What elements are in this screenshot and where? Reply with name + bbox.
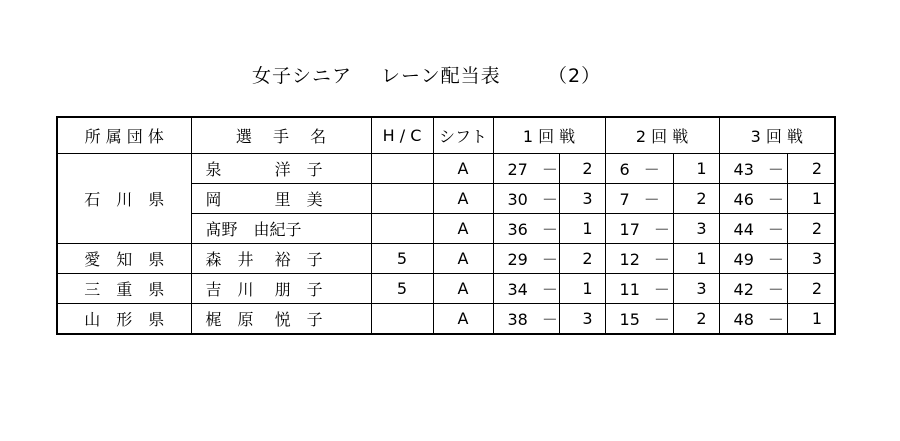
- game2-position: 3: [673, 214, 719, 244]
- header-shift: シフト: [433, 117, 493, 154]
- lane-assignment-table: [56, 116, 836, 335]
- game1-lane: 36 －: [493, 214, 559, 244]
- game1-position: 1: [559, 274, 605, 304]
- game1-lane: 29 －: [493, 244, 559, 274]
- game2-lane: 7 －: [605, 184, 673, 214]
- header-game-1: 1 回 戦: [493, 117, 605, 154]
- game3-lane: 44 －: [719, 214, 787, 244]
- shift-value: A: [433, 154, 493, 184]
- shift-value: A: [433, 184, 493, 214]
- game3-lane: 48 －: [719, 304, 787, 335]
- header-player: 選 手 名: [191, 117, 371, 154]
- page-title: [0, 62, 900, 90]
- game3-lane: 43 －: [719, 154, 787, 184]
- game3-lane: 46 －: [719, 184, 787, 214]
- hc-value: [371, 184, 433, 214]
- title-part-number: （2）: [548, 65, 602, 87]
- player-name: 吉 川 朋 子: [191, 274, 371, 304]
- game2-lane: 12 －: [605, 244, 673, 274]
- game1-position: 1: [559, 214, 605, 244]
- header-hc: H / C: [371, 117, 433, 154]
- shift-value: A: [433, 214, 493, 244]
- table-row: [57, 304, 835, 335]
- game2-lane: 11 －: [605, 274, 673, 304]
- game3-lane: 49 －: [719, 244, 787, 274]
- game1-lane: 27 －: [493, 154, 559, 184]
- game3-position: 2: [787, 274, 835, 304]
- game1-lane: 30 －: [493, 184, 559, 214]
- game1-position: 3: [559, 304, 605, 335]
- game2-position: 1: [673, 154, 719, 184]
- game2-position: 2: [673, 304, 719, 335]
- player-name: 梶 原 悦 子: [191, 304, 371, 335]
- table-row: [57, 274, 835, 304]
- player-name: 森 井 裕 子: [191, 244, 371, 274]
- game1-position: 2: [559, 244, 605, 274]
- player-name: 泉 洋 子: [191, 154, 371, 184]
- game3-position: 1: [787, 184, 835, 214]
- table-row: [57, 244, 835, 274]
- table-row: [57, 154, 835, 184]
- hc-value: 5: [371, 274, 433, 304]
- header-game-2: 2 回 戦: [605, 117, 719, 154]
- game1-position: 3: [559, 184, 605, 214]
- shift-value: A: [433, 244, 493, 274]
- game2-position: 2: [673, 184, 719, 214]
- table-header-row: [57, 117, 835, 154]
- header-team: 所 属 団 体: [57, 117, 191, 154]
- title-part-main: レーン配当表: [381, 65, 501, 87]
- hc-value: [371, 154, 433, 184]
- hc-value: 5: [371, 244, 433, 274]
- game2-position: 1: [673, 244, 719, 274]
- game2-lane: 6 －: [605, 154, 673, 184]
- hc-value: [371, 304, 433, 335]
- game3-position: 2: [787, 154, 835, 184]
- team-cell: 愛 知 県: [57, 244, 191, 274]
- team-cell: 石 川 県: [57, 154, 191, 244]
- shift-value: A: [433, 274, 493, 304]
- game1-lane: 38 －: [493, 304, 559, 335]
- game2-lane: 15 －: [605, 304, 673, 335]
- hc-value: [371, 214, 433, 244]
- game2-lane: 17 －: [605, 214, 673, 244]
- header-game-3: 3 回 戦: [719, 117, 835, 154]
- game2-position: 3: [673, 274, 719, 304]
- team-cell: 山 形 県: [57, 304, 191, 335]
- game3-position: 3: [787, 244, 835, 274]
- shift-value: A: [433, 304, 493, 335]
- title-part-category: 女子シニア: [252, 65, 353, 87]
- team-cell: 三 重 県: [57, 274, 191, 304]
- game1-lane: 34 －: [493, 274, 559, 304]
- game3-position: 1: [787, 304, 835, 335]
- game3-lane: 42 －: [719, 274, 787, 304]
- player-name: 岡 里 美: [191, 184, 371, 214]
- game3-position: 2: [787, 214, 835, 244]
- game1-position: 2: [559, 154, 605, 184]
- player-name: 髙野 由紀子: [191, 214, 371, 244]
